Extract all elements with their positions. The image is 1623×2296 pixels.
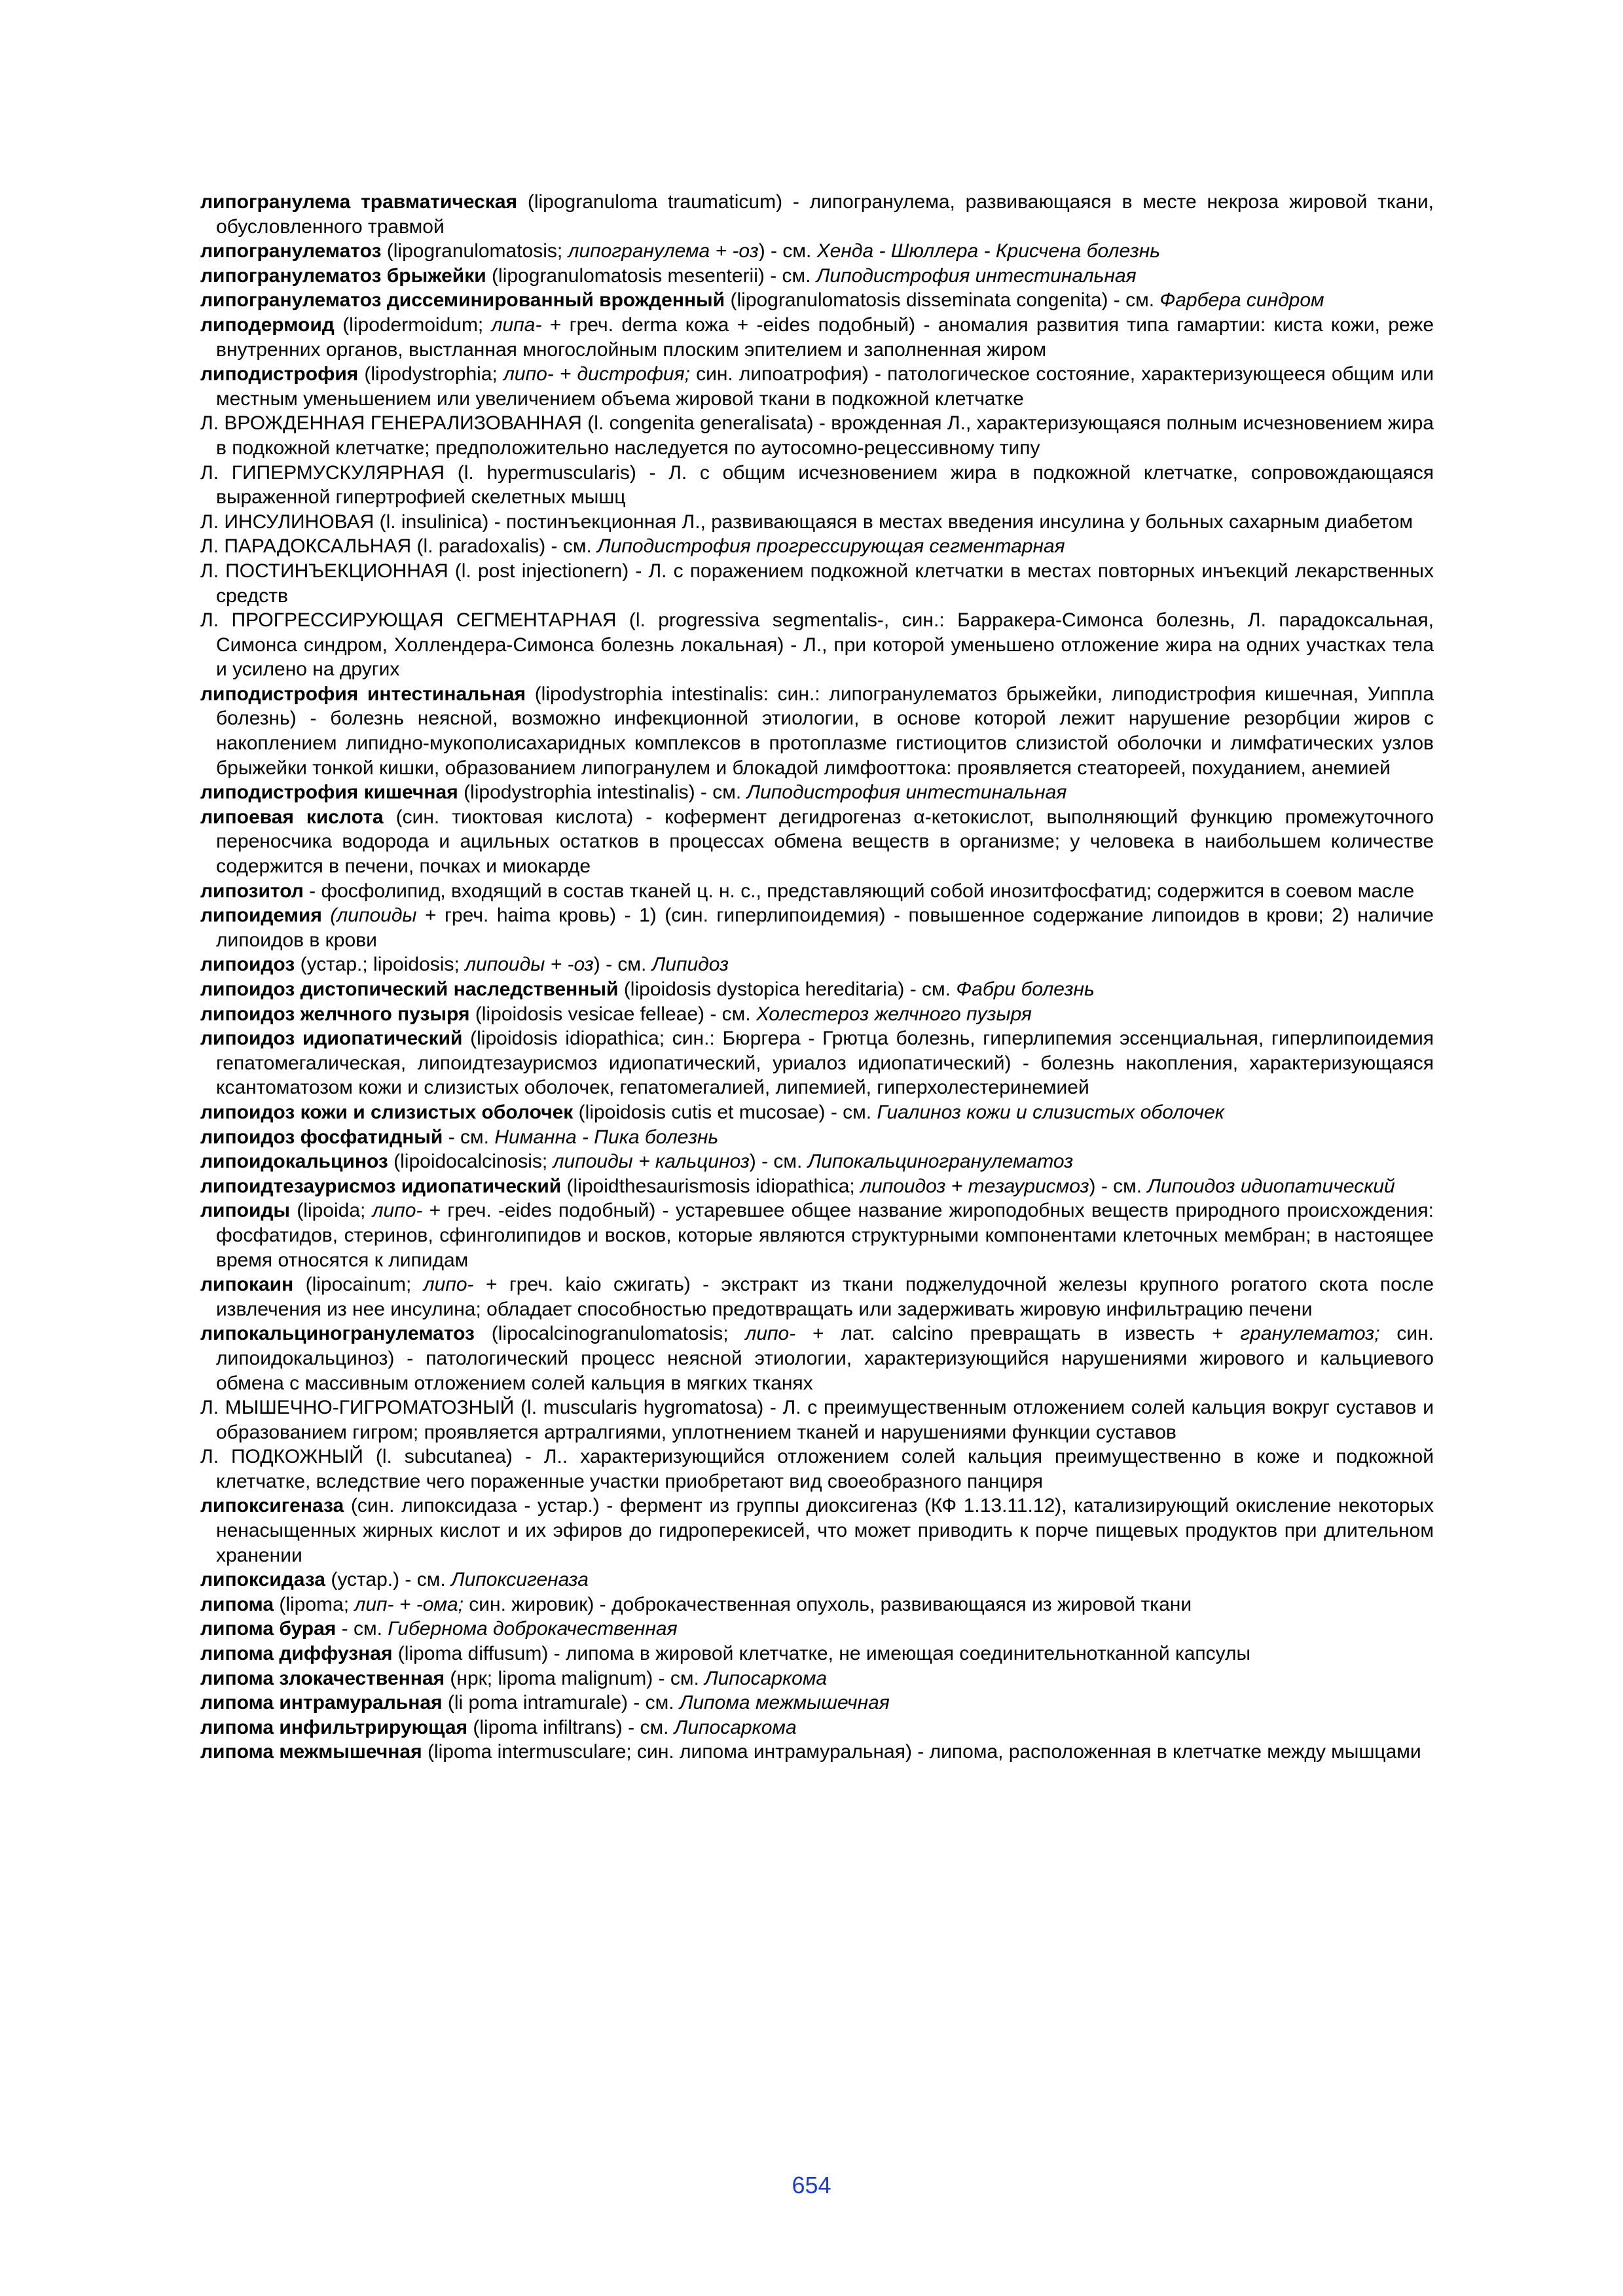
dictionary-entry	[200, 1494, 1434, 1568]
entry-term: липоидоз идиопатический	[200, 1028, 463, 1050]
entry-text: (lipoma diffusum) - липома в жировой клетчатке, не имеющая соединительнотканной капсулы	[392, 1643, 1251, 1665]
entry-term: липома	[200, 1593, 274, 1615]
entry-text: Л. ПАРАДОКСАЛЬНАЯ (l. paradoxalis) - см.	[200, 535, 598, 558]
entry-term: липоидтезаурисмоз идиопатический	[200, 1175, 562, 1197]
dictionary-entry	[200, 1568, 1434, 1592]
dictionary-entry	[200, 1026, 1434, 1100]
entry-term: липома бурая	[200, 1618, 337, 1640]
entry-reference: липоиды + кальциноз	[553, 1151, 750, 1173]
dictionary-entry	[200, 1395, 1434, 1444]
entry-term: липокаин	[200, 1274, 294, 1296]
entry-text: (lipoma infiltrans) - см.	[467, 1716, 674, 1738]
entry-reference: Липома межмышечная	[679, 1692, 890, 1714]
entry-term: липокальциногранулематоз	[200, 1323, 475, 1345]
entry-reference: липогранулема + -оз	[568, 240, 759, 262]
entry-term: липогранулематоз	[200, 240, 382, 262]
entry-reference: Липокальциногранулематоз	[807, 1151, 1074, 1173]
entry-text: (lipodermoidum;	[334, 314, 492, 336]
dictionary-entry	[200, 1740, 1434, 1765]
entry-reference: Липодистрофия интестинальная	[816, 264, 1137, 287]
entry-text	[322, 905, 331, 926]
dictionary-entry	[200, 1641, 1434, 1666]
entry-text: Л. ИНСУЛИНОВАЯ (l. insulinica) - постинъекционная Л., развивающаяся в местах введения инсулина у больных сахарным диабетом	[200, 511, 1413, 533]
entry-text: (син. тиоктовая кислота) - кофермент дегидрогеназ α-кетокислот, выполняющий функцию промежуточного переносчика водорода и ацильных остатков в процессах обмена веществ в организме; у человека в наибольшем количестве содержится в печени, почках и миокарде	[216, 806, 1434, 878]
entry-text: син. липоидокальциноз) - патологический процесс неясной этиологии, характеризующийся нарушениями жирового и кальциевого обмена с массивным отложением солей кальция в мягких тканях	[216, 1323, 1434, 1394]
entry-text: син. жировик) - доброкачественная опухоль, развивающаяся из жировой ткани	[463, 1593, 1192, 1615]
entry-term: липогранулематоз брыжейки	[200, 264, 486, 287]
dictionary-entry	[200, 1149, 1434, 1174]
entry-text: (lipoidthesaurismosis idiopathica;	[561, 1175, 861, 1197]
entry-term: липоидемия	[200, 905, 322, 927]
entry-reference: Липидоз	[651, 954, 729, 976]
entry-reference: Холестероз желчного пузыря	[756, 1003, 1032, 1025]
dictionary-entry	[200, 239, 1434, 264]
entry-term: липоидоз дистопический наследственный	[200, 978, 619, 1000]
entry-text: ) - см.	[758, 240, 817, 262]
entry-term: липоиды	[200, 1200, 291, 1222]
dictionary-entry	[200, 288, 1434, 313]
entry-text: Л. ПОДКОЖНЫЙ (l. subcutanea) - Л.. характеризующийся отложением солей кальция преимущественно в коже и подкожной клетчатке, вследствие чего пораженные участки приобретают вид своеобразного панциря	[200, 1446, 1434, 1492]
entry-term: липодистрофия	[200, 363, 359, 386]
entry-term: липоидоз	[200, 954, 295, 976]
entry-reference: Гиалиноз кожи и слизистых оболочек	[877, 1101, 1224, 1123]
entry-text: - см.	[443, 1126, 495, 1148]
entry-text: (lipoidocalcinosis;	[388, 1151, 553, 1173]
entry-reference: Хенда - Шюллера - Крисчена болезнь	[816, 240, 1161, 262]
dictionary-entry	[200, 1715, 1434, 1740]
entry-text: (li poma intramurale) - см.	[442, 1692, 680, 1714]
entry-text: (lipogranulomatosis;	[381, 240, 568, 262]
entry-text: (lipoidosis dystopica hereditaria) - см.	[618, 978, 957, 1000]
page-number: 654	[792, 2172, 831, 2198]
dictionary-entry	[200, 952, 1434, 977]
dictionary-entry	[200, 1198, 1434, 1272]
entry-text: + греч. haima кровь) - 1) (син. гиперлипоидемия) - повышенное содержание липоидов в крови; 2) наличие липоидов в крови	[216, 905, 1434, 951]
entry-text: (lipoma;	[274, 1593, 355, 1615]
entry-reference: Гибернома доброкачественная	[388, 1618, 678, 1640]
dictionary-entry	[200, 411, 1434, 460]
dictionary-entry	[200, 559, 1434, 608]
entry-term: липома интрамуральная	[200, 1692, 443, 1714]
entry-text: + греч. derma кожа + -eides подобный) - аномалия развития типа гамартии: киста кожи, реже внутренних органов, выстланная многослойным плоским эпителием и заполненная жиром	[216, 314, 1434, 361]
entry-term: липома злокачественная	[200, 1667, 445, 1689]
entry-text: (lipodystrophia intestinalis: син.: липогранулематоз брыжейки, липодистрофия кишечная, Уиппла болезнь) - болезнь неясной, возможно инфекционной этиологии, в основе которой лежит нарушение резорбции жиров с накоплением липидно-мукополисахаридных комплексов в протоплазме гистиоцитов слизистой оболочки и лимфатических узлов брыжейки тонкой кишки, образованием липогранулем и блокадой лимфооттока: проявляется стеатореей, похуданием, анемией	[216, 683, 1434, 779]
dictionary-entry	[200, 608, 1434, 682]
entry-reference: Липодистрофия интестинальная	[746, 781, 1067, 804]
entry-reference: Липоидоз идиопатический	[1147, 1175, 1395, 1197]
dictionary-entry	[200, 313, 1434, 362]
entry-text: ) - см.	[1089, 1175, 1148, 1197]
entry-text: (lipocainum;	[293, 1274, 424, 1296]
entry-text: (lipogranulomatosis disseminata congenita) - см.	[725, 289, 1160, 312]
entry-term: липома инфильтрирующая	[200, 1716, 468, 1738]
entry-reference: липо-	[745, 1323, 796, 1345]
entry-reference: Фарбера синдром	[1159, 289, 1324, 312]
entry-reference: липо-	[423, 1274, 474, 1296]
entry-text: (син. липоксидаза - устар.) - фермент из группы диоксигеназ (КФ 1.13.11.12), катализирующий окисление некоторых ненасыщенных жирных кислот и их эфиров до гидроперекисей, что может приводить к порче пищевых продуктов при длительном хранении	[216, 1495, 1434, 1566]
entry-term: липодистрофия интестинальная	[200, 683, 526, 705]
entry-term: липоксигеназа	[200, 1495, 344, 1517]
entry-term: липоксидаза	[200, 1569, 325, 1591]
dictionary-entry	[200, 1125, 1434, 1150]
entry-text: (lipoidosis cutis et mucosae) - см.	[573, 1101, 877, 1123]
dictionary-entry	[200, 1592, 1434, 1617]
entry-reference: Липодистрофия прогрессирующая сегментарная	[597, 535, 1065, 558]
entry-reference: Липосаркома	[704, 1667, 828, 1689]
entry-text: (lipogranulomatosis mesenterii) - см.	[486, 264, 816, 287]
dictionary-entry	[200, 1691, 1434, 1715]
entry-term: липоидоз фосфатидный	[200, 1126, 443, 1148]
entry-reference: липоиды + -оз	[465, 954, 594, 976]
dictionary-entry	[200, 780, 1434, 805]
dictionary-entry	[200, 1444, 1434, 1494]
entry-text: син. липоатрофия) - патологическое состояние, характеризующееся общим или местным уменьшением или увеличением объема жировой ткани в подкожной клетчатке	[216, 363, 1434, 410]
dictionary-entry	[200, 977, 1434, 1002]
entry-text: (lipoida;	[290, 1200, 373, 1222]
dictionary-entry	[200, 1617, 1434, 1641]
entry-term: липома межмышечная	[200, 1741, 422, 1763]
entry-reference: Липоксигеназа	[451, 1569, 589, 1591]
entry-reference: Липосаркома	[674, 1716, 797, 1738]
dictionary-entry	[200, 1002, 1434, 1027]
entry-text: (lipocalcinogranulomatosis;	[474, 1323, 746, 1345]
entry-reference: лип- + -ома;	[354, 1593, 464, 1615]
dictionary-entry	[200, 682, 1434, 780]
entry-text: (lipodystrophia intestinalis) - см.	[458, 781, 747, 804]
entry-text: (устар.; lipoidosis;	[295, 954, 465, 976]
entry-text: (lipoidosis idiopathica; син.: Бюргера - Грютца болезнь, гиперлипемия эссенциальная, гиперлипоидемия гепатомегалическая, липоидтезаурисмоз идиопатический, уриалоз идиопатический) - болезнь накопления, характеризующаяся ксантоматозом кожи и слизистых оболочек, гепатомегалией, липемией, гиперхолестеринемией	[216, 1028, 1434, 1099]
dictionary-entry	[200, 879, 1434, 904]
entry-reference: гранулематоз;	[1240, 1323, 1380, 1345]
entry-term: липоевая кислота	[200, 806, 384, 828]
dictionary-entry	[200, 1100, 1434, 1125]
entry-text: (нрк; lipoma malignum) - см.	[445, 1667, 705, 1689]
entry-text: (lipodystrophia;	[358, 363, 503, 386]
dictionary-entry	[200, 1321, 1434, 1395]
entry-text: (lipogranuloma traumaticum) - липогранулема, развивающаяся в месте некроза жировой ткани, обусловленного травмой	[216, 191, 1434, 238]
entry-reference: липо- + дистрофия;	[503, 363, 690, 386]
entry-reference: (липоиды	[330, 905, 417, 927]
entry-reference: липа-	[491, 314, 542, 336]
dictionary-entry	[200, 510, 1434, 535]
dictionary-entry	[200, 903, 1434, 952]
entry-term: липодистрофия кишечная	[200, 781, 458, 804]
entry-term: липоидокальциноз	[200, 1151, 388, 1173]
entry-term: липоидоз кожи и слизистых оболочек	[200, 1101, 574, 1123]
dictionary-entry	[200, 264, 1434, 289]
entry-text: Л. ПОСТИНЪЕКЦИОННАЯ (l. post injectionern) - Л. с поражением подкожной клетчатки в местах повторных инъекций лекарственных средств	[200, 560, 1434, 607]
entry-text: ) - см.	[593, 954, 652, 976]
entry-text: (lipoidosis vesicae felleae) - см.	[469, 1003, 756, 1025]
dictionary-entry	[200, 1174, 1434, 1199]
dictionary-text	[200, 190, 1434, 1765]
entry-text: Л. МЫШЕЧНО-ГИГРОМАТОЗНЫЙ (l. muscularis hygromatosa) - Л. с преимущественным отложением солей кальция вокруг суставов и образованием гигром; проявляется артралгиями, уплотнением тканей и нарушениями функции суставов	[200, 1397, 1434, 1443]
dictionary-entry	[200, 1272, 1434, 1321]
entry-text: + греч. kaio сжигать) - экстракт из ткани поджелудочной железы крупного рогатого скота после извлечения из нее инсулина; обладает способностью предотвращать или задерживать жировую инфильтрацию печени	[216, 1274, 1434, 1320]
entry-text: (lipoma intermusculare; син. липома интрамуральная) - липома, расположенная в клетчатке между мышцами	[422, 1741, 1421, 1763]
entry-reference: Ниманна - Пика болезнь	[494, 1126, 719, 1148]
dictionary-entry	[200, 805, 1434, 879]
entry-text: Л. ГИПЕРМУСКУЛЯРНАЯ (l. hypermuscularis) - Л. с общим исчезновением жира в подкожной клетчатке, сопровождающаяся выраженной гипертрофией скелетных мышц	[200, 461, 1434, 509]
entry-text: - фосфолипид, входящий в состав тканей ц. н. с., представляющий собой инозитфосфатид; содержится в соевом масле	[303, 880, 1415, 902]
dictionary-entry	[200, 190, 1434, 239]
entry-term: липозитол	[200, 880, 304, 902]
dictionary-entry	[200, 534, 1434, 559]
entry-reference: Фабри болезнь	[956, 978, 1095, 1000]
entry-text: Л. ВРОЖДЕННАЯ ГЕНЕРАЛИЗОВАННАЯ (l. congenita generalisata) - врожденная Л., характеризующаяся полным исчезновением жира в подкожной клетчатке; предположительно наследуется по аутосомно-рецессивному типу	[200, 412, 1434, 459]
entry-text: + лат. calcino превращать в известь +	[795, 1323, 1241, 1345]
entry-term: липогранулема травматическая	[200, 191, 518, 213]
entry-text: + греч. -eides подобный) - устаревшее общее название жироподобных веществ природного происхождения: фосфатидов, стеринов, сфинголипидов и восков, которые являются структурными компонентами клеточных мембран; в настоящее время относятся к липидам	[216, 1200, 1434, 1271]
entry-text: Л. ПРОГРЕССИРУЮЩАЯ СЕГМЕНТАРНАЯ (l. progressiva segmentalis-, син.: Барракера-Симонса болезнь, Л. парадоксальная, Симонса синдром, Холлендера-Симонса болезнь локальная) - Л., при которой уменьшено отложение жира на одних участках тела и усилено на других	[200, 609, 1434, 681]
dictionary-entry	[200, 362, 1434, 411]
entry-reference: липоидоз + тезаурисмоз	[860, 1175, 1089, 1197]
entry-term: липоидоз желчного пузыря	[200, 1003, 470, 1025]
entry-reference: липо-	[372, 1200, 423, 1222]
entry-term: липодермоид	[200, 314, 335, 336]
entry-term: липогранулематоз диссеминированный врожденный	[200, 289, 725, 312]
dictionary-entry	[200, 461, 1434, 510]
entry-text: - см.	[336, 1618, 388, 1640]
entry-text: ) - см.	[749, 1151, 808, 1173]
entry-term: липома диффузная	[200, 1643, 393, 1665]
entry-text: (устар.) - см.	[325, 1569, 452, 1591]
dictionary-entry	[200, 1666, 1434, 1691]
